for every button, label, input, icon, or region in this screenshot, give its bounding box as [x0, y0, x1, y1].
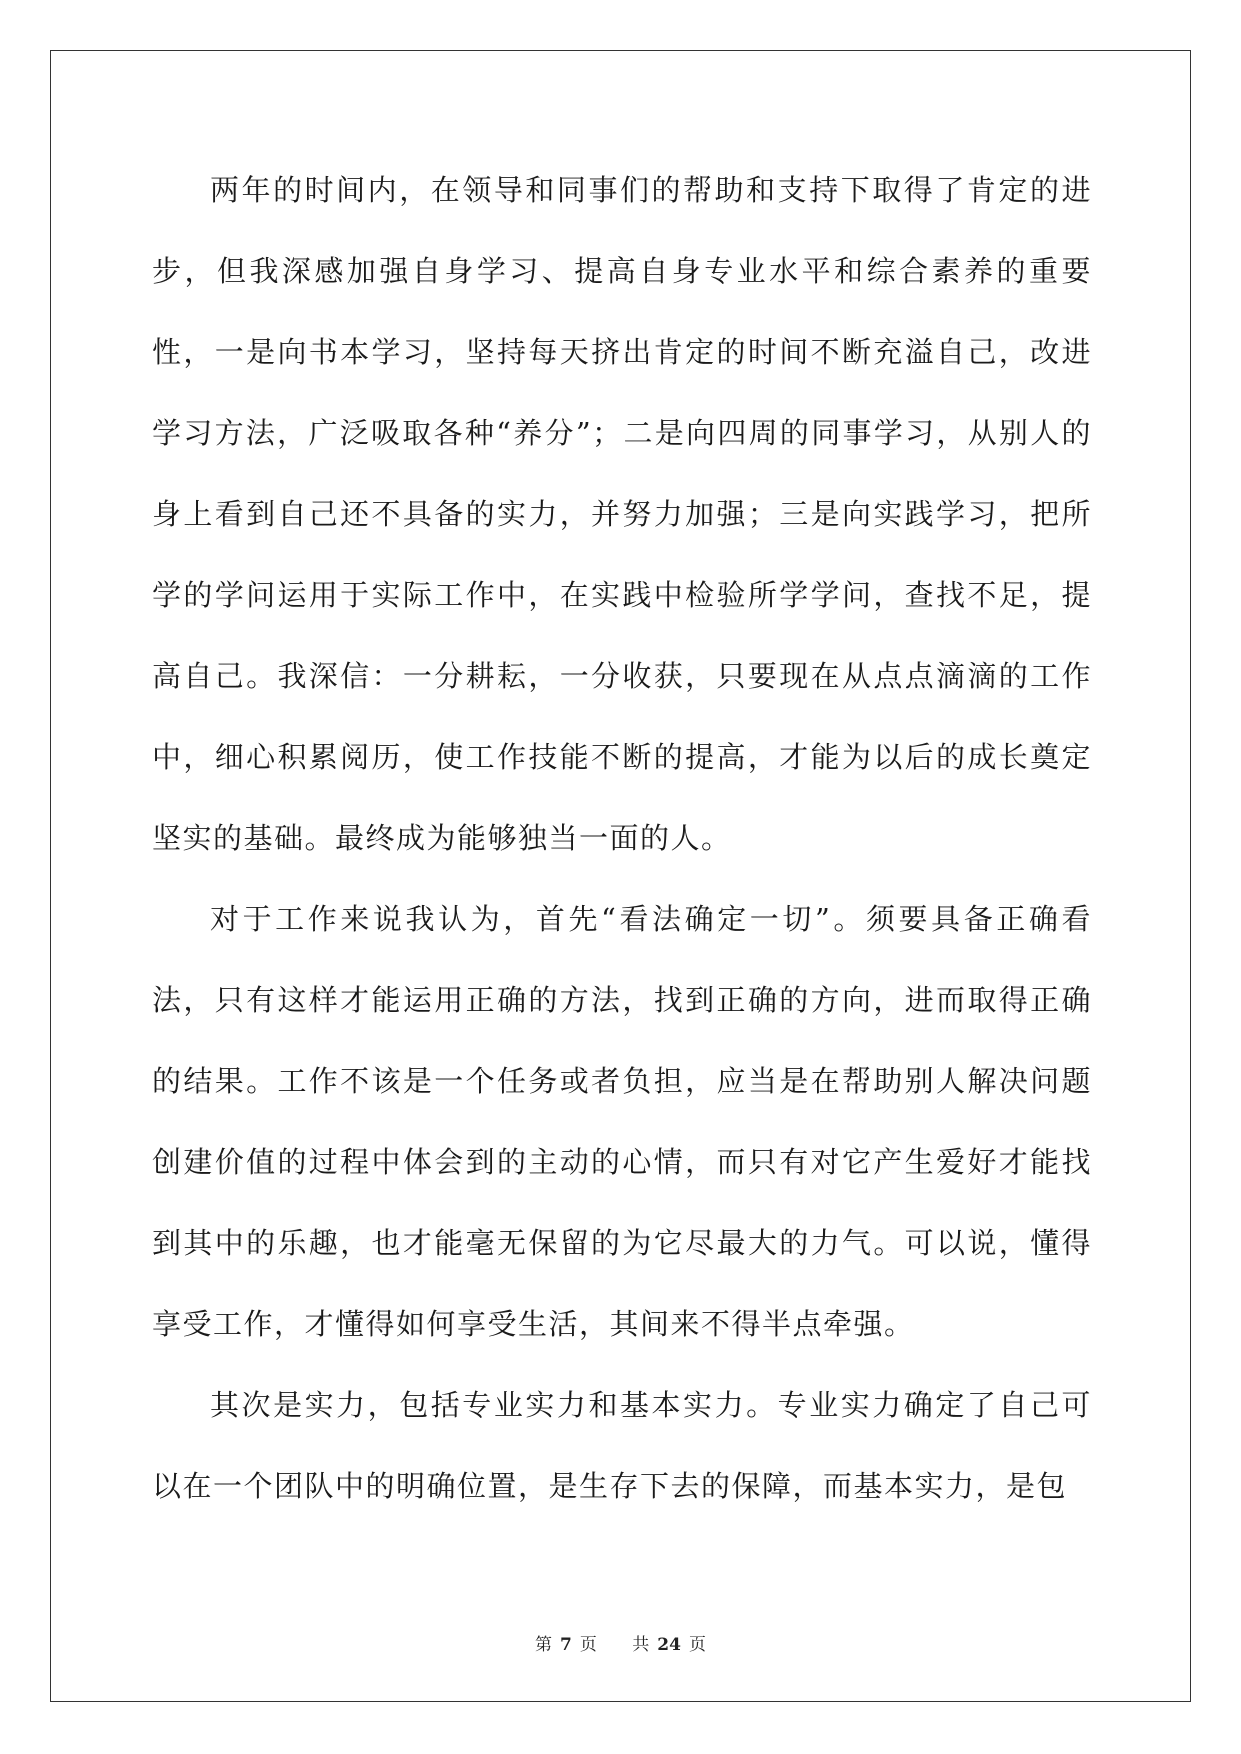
total-unit: 页	[688, 1635, 706, 1655]
page-prefix: 第	[535, 1635, 553, 1655]
paragraph-1: 两年的时间内，在领导和同事们的帮助和支持下取得了肯定的进步，但我深感加强自身学习、提高自身专业水平和综合素养的重要性，一是向书本学习，坚持每天挤出肯定的时间不断充溢自己，改进学习方法，广泛吸取各种“养分”；二是向四周的同事学习，从别人的身上看到自己还不具备的实力，并努力加强；三是向实践学习，把所学的学问运用于实际工作中，在实践中检验所学学问，查找不足，提高自己。我深信：一分耕耘，一分收获，只要现在从点点滴滴的工作中，细心积累阅历，使工作技能不断的提高，才能为以后的成长奠定坚实的基础。最终成为能够独当一面的人。	[152, 173, 1092, 855]
total-count: 24	[657, 1635, 681, 1655]
page-total	[628, 1635, 710, 1655]
paragraph-3: 其次是实力，包括专业实力和基本实力。专业实力确定了自己可以在一个团队中的明确位置，是生存下去的保障，而基本实力，是包	[152, 1388, 1092, 1503]
paragraph-2: 对于工作来说我认为，首先“看法确定一切”。须要具备正确看法，只有这样才能运用正确的方法，找到正确的方向，进而取得正确的结果。工作不该是一个任务或者负担，应当是在帮助别人解决问题创建价值的过程中体会到的主动的心情，而只有对它产生爱好才能找到其中的乐趣，也才能毫无保留的为它尽最大的力气。可以说，懂得享受工作，才懂得如何享受生活，其间来不得半点牵强。	[152, 902, 1092, 1341]
page-current: 7	[560, 1635, 572, 1655]
page-footer	[0, 1630, 1241, 1655]
total-prefix: 共	[632, 1635, 650, 1655]
page-number	[531, 1635, 606, 1655]
page-unit: 页	[579, 1635, 597, 1655]
document-body	[152, 150, 1092, 1527]
